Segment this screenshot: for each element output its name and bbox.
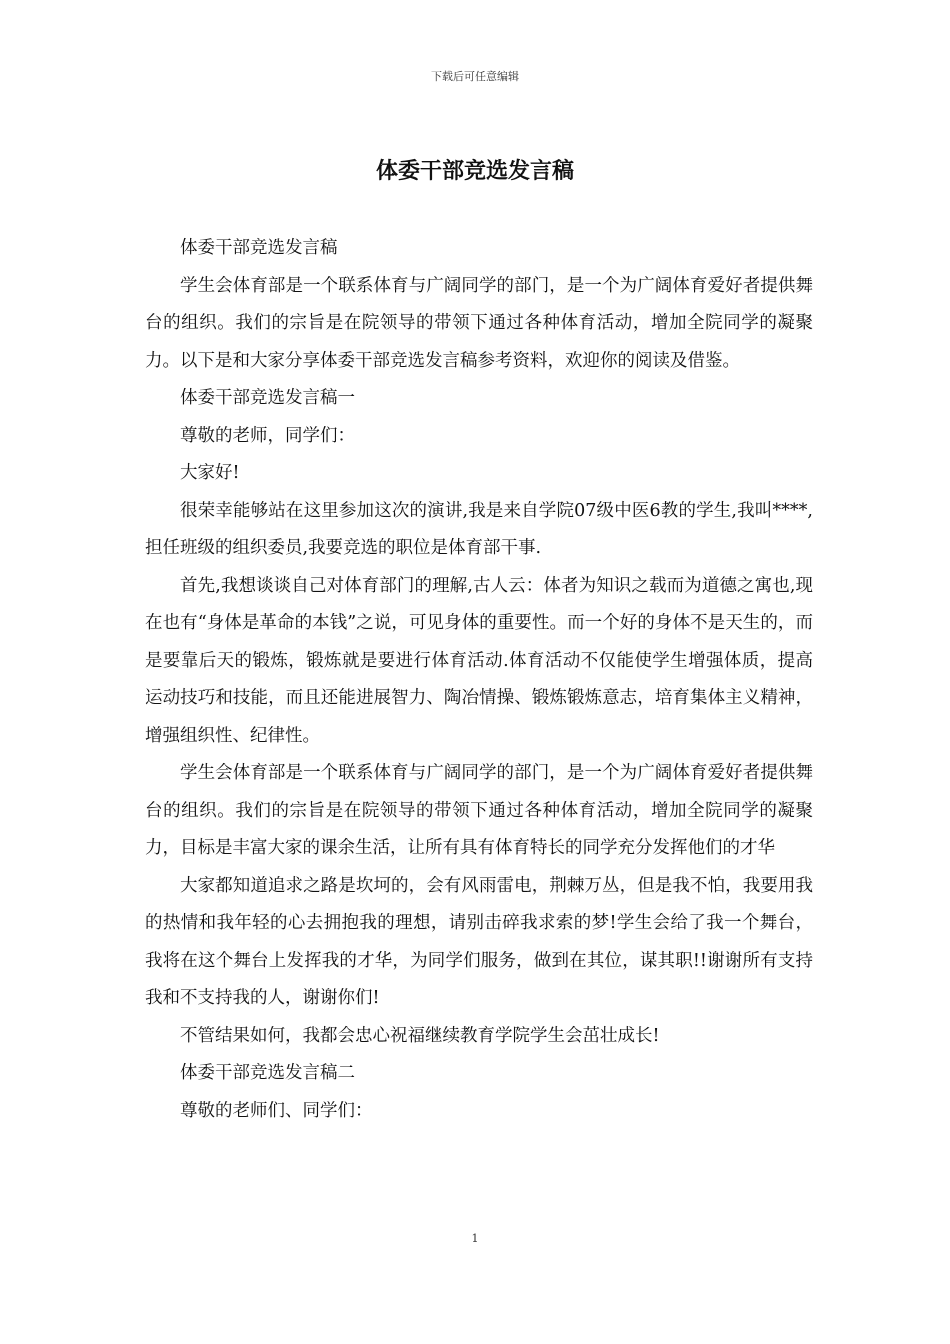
paragraph-greeting: 大家好! (180, 463, 240, 483)
paragraph-closing: 不管结果如何，我都会忠心祝福继续教育学院学生会茁壮成长! (180, 1025, 660, 1046)
paragraph-understanding: 首先,我想谈谈自己对体育部门的理解,古人云：体者为知识之载而为道德之寓也,现在也有“身体是革命的本钱”之说，可见身体的重要性。而一个好的身体不是天生的，而是要靠后天的锻炼，锻炼就是要进行体育活动.体育活动不仅能使学生增强体质，提高运动技巧和技能，而且还能进展智力、陶冶情操、锻炼锻炼意志，培育集体主义精神，增强组织性、纪律性。 (145, 575, 813, 746)
document-body (145, 230, 813, 1130)
paragraph-salutation-two: 尊敬的老师们、同学们： (180, 1100, 373, 1121)
header-note: 下载后可任意编辑 (431, 70, 519, 83)
document-title: 体委干部竞选发言稿 (375, 158, 574, 184)
paragraph-heading-two: 体委干部竞选发言稿二 (180, 1063, 355, 1083)
page-number: 1 (471, 1232, 479, 1245)
paragraph-heading-one: 体委干部竞选发言稿一 (180, 388, 355, 408)
paragraph-self-intro: 很荣幸能够站在这里参加这次的演讲,我是来自学院07级中医6教的学生,我叫****,担任班级的组织委员,我要竞选的职位是体育部干事. (145, 500, 813, 558)
paragraph-salutation: 尊敬的老师，同学们： (180, 425, 355, 446)
paragraph-intro: 学生会体育部是一个联系体育与广阔同学的部门，是一个为广阔体育爱好者提供舞台的组织。我们的宗旨是在院领导的带领下通过各种体育活动，增加全院同学的凝聚力。以下是和大家分享体委干部竞选发言稿参考资料，欢迎你的阅读及借鉴。 (145, 275, 813, 371)
paragraph-determination: 大家都知道追求之路是坎坷的，会有风雨雷电，荆棘万丛，但是我不怕，我要用我的热情和我年轻的心去拥抱我的理想，请别击碎我求索的梦!学生会给了我一个舞台，我将在这个舞台上发挥我的才华，为同学们服务，做到在其位，谋其职!!谢谢所有支持我和不支持我的人，谢谢你们! (145, 875, 813, 1008)
paragraph-subtitle: 体委干部竞选发言稿 (180, 238, 338, 258)
paragraph-department: 学生会体育部是一个联系体育与广阔同学的部门，是一个为广阔体育爱好者提供舞台的组织。我们的宗旨是在院领导的带领下通过各种体育活动，增加全院同学的凝聚力，目标是丰富大家的课余生活，让所有具有体育特长的同学充分发挥他们的才华 (145, 763, 813, 858)
